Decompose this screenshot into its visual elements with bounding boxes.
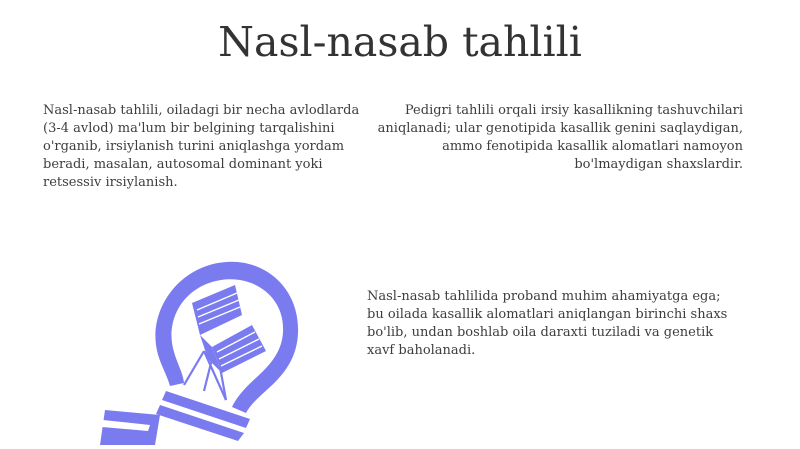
paragraph-proband: Nasl-nasab tahlilida proband muhim ahamiyatga ega; bu oilada kasallik alomatlari aniqlangan birinchi shaxs bo'lib, undan boshlab oila daraxti tuziladi va genetik xavf baholanadi. [367, 289, 728, 358]
lightbulb-book-icon [100, 255, 310, 445]
paragraph-inheritance: Nasl-nasab tahlili, oiladagi bir necha avlodlarda (3-4 avlod) ma'lum bir belgining tarqalishini o'rganib, irsiylanish turini aniqlashga yordam beradi, masalan, autosomal dominant yoki retsessiv irsiylanish. [43, 103, 360, 190]
slide-title: Nasl-nasab tahlili [218, 18, 582, 66]
paragraph-carriers: Pedigri tahlili orqali irsiy kasallikning tashuvchilari aniqlanadi; ular genotipida kasallik genini saqlaydigan, ammo fenotipida kasallik alomatlari namoyon bo'lmaydigan shaxslardir. [377, 103, 743, 172]
